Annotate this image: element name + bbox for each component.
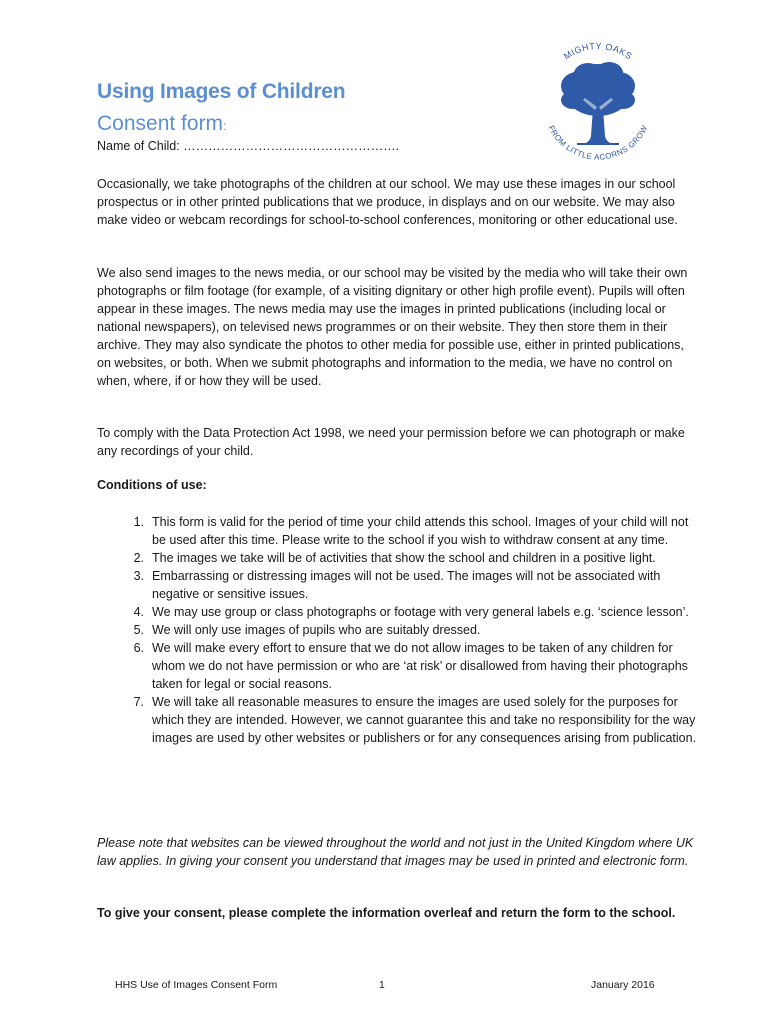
list-item	[97, 567, 697, 603]
intro-paragraph: Occasionally, we take photographs of the children at our school. We may use these images in our school prospectus or in other printed publications that we produce, in displays and on our website. We may also make video or webcam recordings for school-to-school conferences, monitoring or other educational use.	[97, 177, 678, 227]
list-item	[97, 639, 697, 693]
mighty-oaks-logo	[533, 38, 663, 163]
logo-bottom-text: FROM LITTLE ACORNS GROW	[546, 123, 650, 162]
oak-tree-icon	[561, 62, 635, 145]
list-text: We may use group or class photographs or footage with very general labels e.g. ‘science lesson’.	[152, 605, 689, 619]
media-paragraph: We also send images to the news media, or our school may be visited by the media who will take their own photographs or film footage (for example, of a visiting dignitary or other high profile event). Pupils will often appear in these images. The news media may use the images in printed publications (including local or national newspapers), on televised news programmes or on their website. They then store them in their archive. They may also syndicate the photos to other media for possible use, either in printed publications, on websites, or both. When we submit photographs and information to the media, we have no control on when, where, if or how they will be used.	[97, 266, 688, 388]
list-item	[97, 603, 697, 621]
list-item	[97, 549, 697, 567]
list-text: Embarrassing or distressing images will not be used. The images will not be associated with negative or sensitive issues.	[152, 569, 661, 601]
subtitle-text: Consent form	[97, 112, 224, 135]
data-protection-paragraph: To comply with the Data Protection Act 1998, we need your permission before we can photograph or make any recordings of your child.	[97, 426, 685, 458]
list-item	[97, 513, 697, 549]
list-number: 3.	[133, 569, 144, 583]
page-subtitle	[97, 112, 226, 136]
list-text: We will make every effort to ensure that we do not allow images to be taken of any children for whom we do not have permission or who are ‘at risk’ or disallowed from having their photographs taken for legal or social reasons.	[152, 641, 688, 691]
list-item	[97, 693, 697, 747]
footer-page-number: 1	[379, 979, 385, 991]
conditions-list	[97, 513, 697, 747]
conditions-heading: Conditions of use:	[97, 478, 207, 492]
list-text: We will only use images of pupils who are suitably dressed.	[152, 623, 481, 637]
list-text: This form is valid for the period of time your child attends this school. Images of your child will not be used after this time. Please write to the school if you wish to withdraw consent at any time.	[152, 515, 689, 547]
page-title: Using Images of Children	[97, 80, 346, 103]
footer-document-title: HHS Use of Images Consent Form	[115, 979, 278, 991]
list-item	[97, 621, 697, 639]
footer-date: January 2016	[591, 979, 655, 991]
child-name-field: Name of Child: …………………………………………….	[97, 139, 400, 153]
list-number: 1.	[133, 515, 144, 529]
consent-instruction: To give your consent, please complete the information overleaf and return the form to the school.	[97, 906, 676, 920]
list-number: 4.	[133, 605, 144, 619]
subtitle-colon: :	[223, 119, 227, 133]
list-text: The images we take will be of activities that show the school and children in a positive light.	[152, 551, 656, 565]
list-number: 6.	[133, 641, 144, 655]
list-text: We will take all reasonable measures to ensure the images are used solely for the purposes for which they are intended. However, we cannot guarantee this and take no responsibility for the way images are used by other websites or publishers or for any consequences arising from publication.	[152, 695, 697, 745]
logo-top-text: MIGHTY OAKS	[561, 40, 635, 62]
list-number: 5.	[133, 623, 144, 637]
list-number: 2.	[133, 551, 144, 565]
website-note: Please note that websites can be viewed throughout the world and not just in the United Kingdom where UK law applies. In giving your consent you understand that images may be used in printed and electronic form.	[97, 836, 694, 868]
list-number: 7.	[133, 695, 144, 709]
